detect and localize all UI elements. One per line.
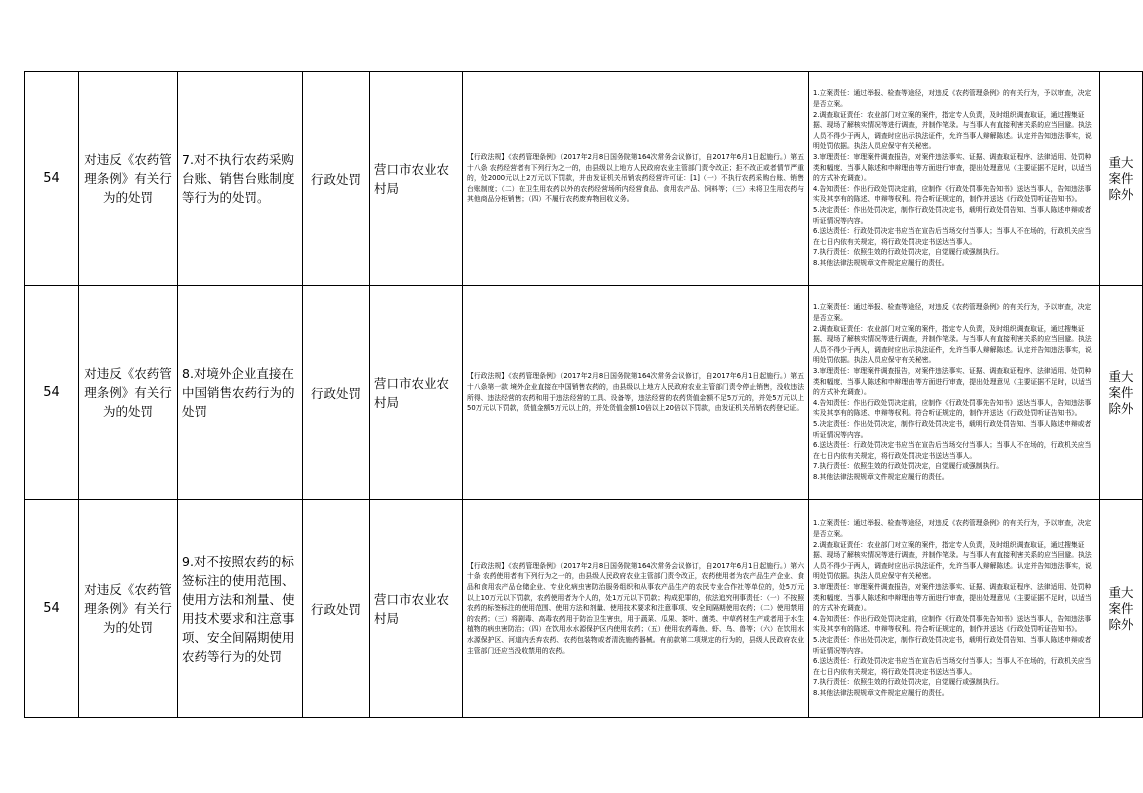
row-number: 54 — [25, 286, 79, 500]
item-name: 对违反《农药管理条例》有关行为的处罚 — [79, 500, 178, 718]
responsibility-item: 1.立案责任：通过举报、检查等途径，对违反《农药管理条例》的有关行为，予以审查，决定是否立案。 — [813, 89, 1092, 109]
responsibility-item: 2.调查取证责任：农业部门对立案的案件，指定专人负责，及时组织调查取证，通过搜集证据、现场了解核实情况等进行调查，并制作笔录。与当事人有直接利害关系的应当回避。执法人员不得少于两人，调查时应出示执法证件，允许当事人辩解陈述。认定并告知违法事实，说明处罚依据。执法人员应保守有关秘密。 — [813, 540, 1092, 581]
power-type: 行政处罚 — [303, 500, 370, 718]
responsibility-item: 5.决定责任：作出处罚决定，制作行政处罚决定书，载明行政处罚告知、当事人陈述申辩或者听证情况等内容。 — [813, 419, 1092, 439]
responsibility-item: 3.审理责任：审理案件调查报告，对案件违法事实、证据、调查取证程序、法律适用、处罚种类和幅度、当事人陈述和申辩理由等方面进行审查，提出处理意见（主要证据不足时，以适当的方式补充调查）。 — [813, 367, 1092, 397]
power-type: 行政处罚 — [303, 286, 370, 500]
responsibility-list — [809, 500, 1100, 718]
responsibility-list — [809, 286, 1100, 500]
responsibility-item: 7.执行责任：依照生效的行政处罚决定，自觉履行或强制执行。 — [813, 248, 1003, 257]
responsibility-item: 7.执行责任：依照生效的行政处罚决定，自觉履行或强制执行。 — [813, 462, 1003, 471]
penalty-table — [24, 71, 1143, 718]
exception-note: 重大案件除外 — [1100, 286, 1143, 500]
table-row — [25, 72, 1143, 286]
responsibility-item: 8.其他法律法规规章文件规定应履行的责任。 — [813, 258, 949, 267]
responsibility-list — [809, 72, 1100, 286]
department: 营口市农业农村局 — [370, 72, 463, 286]
responsibility-item: 6.送达责任：行政处罚决定书应当在宣告后当场交付当事人；当事人不在场的，行政机关应当在七日内依有关规定，将行政处罚决定书送达当事人。 — [813, 227, 1092, 246]
legal-basis: 【行政法规】《农药管理条例》（2017年2月8日国务院第164次常务会议修订，自2017年6月1日起施行。）第五十八条 农药经营者有下列行为之一的，由县级以上地方人民政府农业主管部门责令改正；拒不改正或者情节严重的，处2000元以上2万元以下罚款，并由发证机关吊销农药经营许可证：[1]（一）不执行农药采购台账、销售台账制度；（二）在卫生用农药以外的农药经营场所内经营食品、食用农产品、饲料等；（三）未将卫生用农药与其他商品分柜销售；（四）不履行农药废弃物回收义务。 — [463, 72, 809, 286]
responsibility-item: 3.审理责任：审理案件调查报告，对案件违法事实、证据、调查取证程序、法律适用、处罚种类和幅度、当事人陈述和申辩理由等方面进行审查，提出处理意见（主要证据不足时，以适当的方式补充调查）。 — [813, 583, 1092, 613]
exception-note: 重大案件除外 — [1100, 72, 1143, 286]
power-type: 行政处罚 — [303, 72, 370, 286]
responsibility-item: 5.决定责任：作出处罚决定，制作行政处罚决定书，载明行政处罚告知、当事人陈述申辩或者听证情况等内容。 — [813, 205, 1092, 225]
sub-item-name: 8.对境外企业直接在中国销售农药行为的处罚 — [178, 286, 303, 500]
responsibility-item: 4.告知责任：作出行政处罚决定前，应制作《行政处罚事先告知书》送达当事人，告知违法事实及其享有的陈述、申辩等权利。符合听证规定的，制作并送达《行政处罚听证告知书》。 — [813, 184, 1092, 204]
responsibility-item: 1.立案责任：通过举报、检查等途径，对违反《农药管理条例》的有关行为，予以审查，决定是否立案。 — [813, 519, 1092, 539]
responsibility-item: 3.审理责任：审理案件调查报告，对案件违法事实、证据、调查取证程序、法律适用、处罚种类和幅度、当事人陈述和申辩理由等方面进行审查，提出处理意见（主要证据不足时，以适当的方式补充调查）。 — [813, 153, 1092, 183]
responsibility-item: 6.送达责任：行政处罚决定书应当在宣告后当场交付当事人；当事人不在场的，行政机关应当在七日内依有关规定，将行政处罚决定书送达当事人。 — [813, 657, 1092, 676]
item-name: 对违反《农药管理条例》有关行为的处罚 — [79, 286, 178, 500]
responsibility-item: 1.立案责任：通过举报、检查等途径，对违反《农药管理条例》的有关行为，予以审查，决定是否立案。 — [813, 303, 1092, 323]
responsibility-item: 4.告知责任：作出行政处罚决定前，应制作《行政处罚事先告知书》送达当事人，告知违法事实及其享有的陈述、申辩等权利。符合听证规定的，制作并送达《行政处罚听证告知书》。 — [813, 398, 1092, 418]
sub-item-name: 9.对不按照农药的标签标注的使用范围、使用方法和剂量、使用技术要求和注意事项、安全间隔期使用农药等行为的处罚 — [178, 500, 303, 718]
sub-item-name: 7.对不执行农药采购台账、销售台账制度等行为的处罚。 — [178, 72, 303, 286]
item-name: 对违反《农药管理条例》有关行为的处罚 — [79, 72, 178, 286]
department: 营口市农业农村局 — [370, 286, 463, 500]
responsibility-item: 7.执行责任：依照生效的行政处罚决定，自觉履行或强制执行。 — [813, 678, 1003, 687]
responsibility-item: 5.决定责任：作出处罚决定，制作行政处罚决定书，载明行政处罚告知、当事人陈述申辩或者听证情况等内容。 — [813, 635, 1092, 655]
table-row — [25, 286, 1143, 500]
responsibility-item: 8.其他法律法规规章文件规定应履行的责任。 — [813, 688, 949, 697]
responsibility-item: 6.送达责任：行政处罚决定书应当在宣告后当场交付当事人；当事人不在场的，行政机关应当在七日内依有关规定，将行政处罚决定书送达当事人。 — [813, 441, 1092, 460]
legal-basis: 【行政法规】《农药管理条例》（2017年2月8日国务院第164次常务会议修订，自2017年6月1日起施行。）第五十八条第一款 境外企业直接在中国销售农药的，由县级以上地方人民政府农业主管部门责令停止销售，没收违法所得、违法经营的农药和用于违法经营的工具、设备等，违法经营的农药货值金额不足5万元的，并处5万元以上50万元以下罚款，货值金额5万元以上的，并处货值金额10倍以上20倍以下罚款，由发证机关吊销农药登记证。 — [463, 286, 809, 500]
row-number: 54 — [25, 500, 79, 718]
responsibility-item: 4.告知责任：作出行政处罚决定前，应制作《行政处罚事先告知书》送达当事人，告知违法事实及其享有的陈述、申辩等权利。符合听证规定的，制作并送达《行政处罚听证告知书》。 — [813, 614, 1092, 634]
legal-basis: 【行政法规】《农药管理条例》（2017年2月8日国务院第164次常务会议修订，自2017年6月1日起施行。）第六十条 农药使用者有下列行为之一的，由县级人民政府农业主管部门责令改正，农药使用者为农产品生产企业、食品和食用农产品仓储企业、专业化病虫害防治服务组织和从事农产品生产的农民专业合作社等单位的，处5万元以上10万元以下罚款，农药使用者为个人的，处1万元以下罚款；构成犯罪的，依法追究刑事责任：（一）不按照农药的标签标注的使用范围、使用方法和剂量、使用技术要求和注意事项、安全间隔期使用农药；（二）使用禁用的农药；（三）将剧毒、高毒农药用于防治卫生害虫，用于蔬菜、瓜果、茶叶、菌类、中草药材生产或者用于水生植物的病虫害防治；（四）在饮用水水源保护区内使用农药；（五）使用农药毒鱼、虾、鸟、兽等；（六）在饮用水水源保护区、河道内丢弃农药、农药包装物或者清洗施药器械。有前款第二项规定的行为的，县级人民政府农业主管部门还应当没收禁用的农药。 — [463, 500, 809, 718]
row-number: 54 — [25, 72, 79, 286]
responsibility-item: 2.调查取证责任：农业部门对立案的案件，指定专人负责，及时组织调查取证，通过搜集证据、现场了解核实情况等进行调查，并制作笔录。与当事人有直接利害关系的应当回避。执法人员不得少于两人，调查时应出示执法证件，允许当事人辩解陈述。认定并告知违法事实，说明处罚依据。执法人员应保守有关秘密。 — [813, 324, 1092, 365]
responsibility-item: 8.其他法律法规规章文件规定应履行的责任。 — [813, 472, 949, 481]
exception-note: 重大案件除外 — [1100, 500, 1143, 718]
table-row — [25, 500, 1143, 718]
department: 营口市农业农村局 — [370, 500, 463, 718]
responsibility-item: 2.调查取证责任：农业部门对立案的案件，指定专人负责，及时组织调查取证，通过搜集证据、现场了解核实情况等进行调查，并制作笔录。与当事人有直接利害关系的应当回避。执法人员不得少于两人，调查时应出示执法证件，允许当事人辩解陈述。认定并告知违法事实，说明处罚依据。执法人员应保守有关秘密。 — [813, 110, 1092, 151]
